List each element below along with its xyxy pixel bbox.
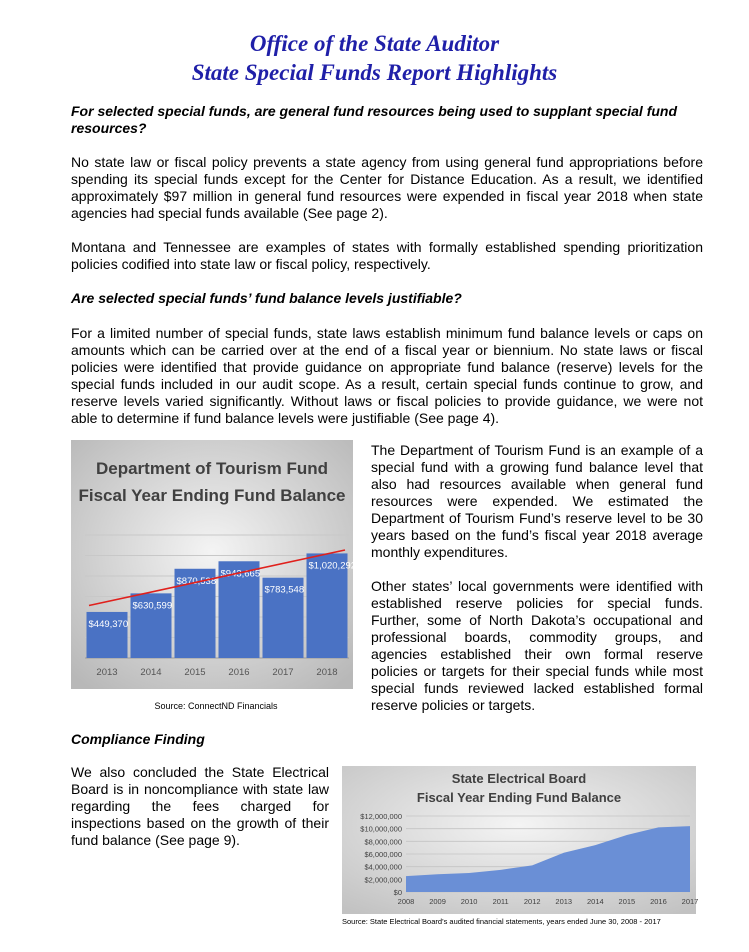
tourism-side-paragraph2: Other states’ local governments were identified with established reserve policies for special funds. Further, some of North Dakota’s occupational and professional boards, commodity groups, and agencies established their own formal reserve policies or targets for their special funds while most special funds reviewed lacked established formal reserve policies or targets. [371, 578, 703, 713]
x-tick-label: 2008 [397, 897, 415, 906]
y-tick-label: $4,000,000 [364, 862, 402, 872]
y-tick-label: $10,000,000 [360, 824, 402, 834]
x-tick-label: 2018 [316, 667, 338, 678]
electrical-chart-title: State Electrical Board [451, 771, 587, 786]
x-tick-label: 2012 [523, 897, 541, 906]
electrical-chart-subtitle: Fiscal Year Ending Fund Balance [416, 790, 622, 805]
x-tick-label: 2017 [272, 667, 294, 678]
bar-data-label: $1,020,292 [308, 560, 357, 572]
x-tick-label: 2015 [184, 667, 206, 678]
tourism-chart-title: Department of Tourism Fund [95, 459, 329, 478]
section2-paragraph1: For a limited number of special funds, state laws establish minimum fund balance levels or caps on amounts which can be carried over at the end of a fiscal year or biennium. No state laws or fiscal policies were identified that provide guidance on appropriate fund balance (reserve) levels for the special funds included in our audit scope. As a result, certain special funds continue to grow, and reserve levels varied significantly. Without laws or fiscal policies to provide guidance, we were not able to determine if fund balance levels were justifiable (See page 4). [71, 325, 703, 426]
x-tick-label: 2014 [586, 897, 604, 906]
tourism-side-paragraph1: The Department of Tourism Fund is an example of a special fund with a growing fund balance level that also had resources available when general fund resources were expended. We estimated the Department of Tourism Fund’s reserve level to be 30 years based on the fund’s fiscal year 2018 average monthly expenditures. [371, 442, 703, 560]
x-tick-label: 2016 [228, 667, 250, 678]
x-tick-label: 2014 [140, 667, 162, 678]
report-title-line1: Office of the State Auditor [249, 31, 500, 56]
section3-heading: Compliance Finding [71, 731, 205, 747]
section2-heading: Are selected special funds’ fund balance levels justifiable? [71, 290, 462, 306]
x-tick-label: 2016 [650, 897, 667, 906]
section1-paragraph1: No state law or fiscal policy prevents a state agency from using general fund appropriations before spending its special funds except for the Center for Distance Education. As a result, we identified approximately $97 million in general fund resources were expended in fiscal year 2018 when state agencies had special funds available (See page 2). [71, 154, 703, 221]
electrical-chart-source: Source: State Electrical Board’s audited financial statements, years ended June 30, 2008 - 2017 [342, 917, 661, 926]
section1-paragraph2: Montana and Tennessee are examples of states with formally established spending prioritization policies codified into state law or fiscal policy, respectively. [71, 239, 703, 272]
y-tick-label: $6,000,000 [364, 850, 402, 859]
tourism-fund-chart [71, 440, 357, 689]
x-tick-label: 2011 [492, 897, 509, 906]
bar-data-label: $943,665 [220, 568, 261, 580]
report-title-line2: State Special Funds Report Highlights [191, 60, 558, 85]
x-tick-label: 2013 [96, 667, 118, 678]
bar-data-label: $449,370 [88, 618, 129, 630]
y-tick-label: $2,000,000 [364, 875, 402, 885]
section1-heading: For selected special funds, are general fund resources being used to supplant special fund resources? [71, 103, 678, 136]
y-tick-label: $12,000,000 [360, 812, 402, 821]
tourism-fund-chart-svg [71, 440, 357, 689]
x-tick-label: 2010 [460, 897, 478, 906]
bar-data-label: $783,548 [264, 584, 305, 596]
y-tick-label: $0 [393, 888, 402, 897]
tourism-chart-source: Source: ConnectND Financials [154, 701, 278, 711]
bar-data-label: $870,538 [176, 575, 217, 587]
x-tick-label: 2013 [555, 897, 573, 906]
bar-data-label: $630,599 [132, 600, 173, 612]
electrical-board-chart-svg [342, 766, 699, 914]
electrical-board-chart [342, 766, 699, 914]
x-tick-label: 2017 [681, 897, 699, 906]
x-tick-label: 2015 [618, 897, 636, 906]
x-tick-label: 2009 [429, 897, 446, 906]
y-tick-label: $8,000,000 [364, 837, 402, 847]
section3-paragraph1: We also concluded the State Electrical Board is in noncompliance with state law regarding the fees charged for inspections based on the growth of their fund balance (See page 9). [71, 764, 329, 848]
tourism-chart-subtitle: Fiscal Year Ending Fund Balance [78, 486, 346, 505]
